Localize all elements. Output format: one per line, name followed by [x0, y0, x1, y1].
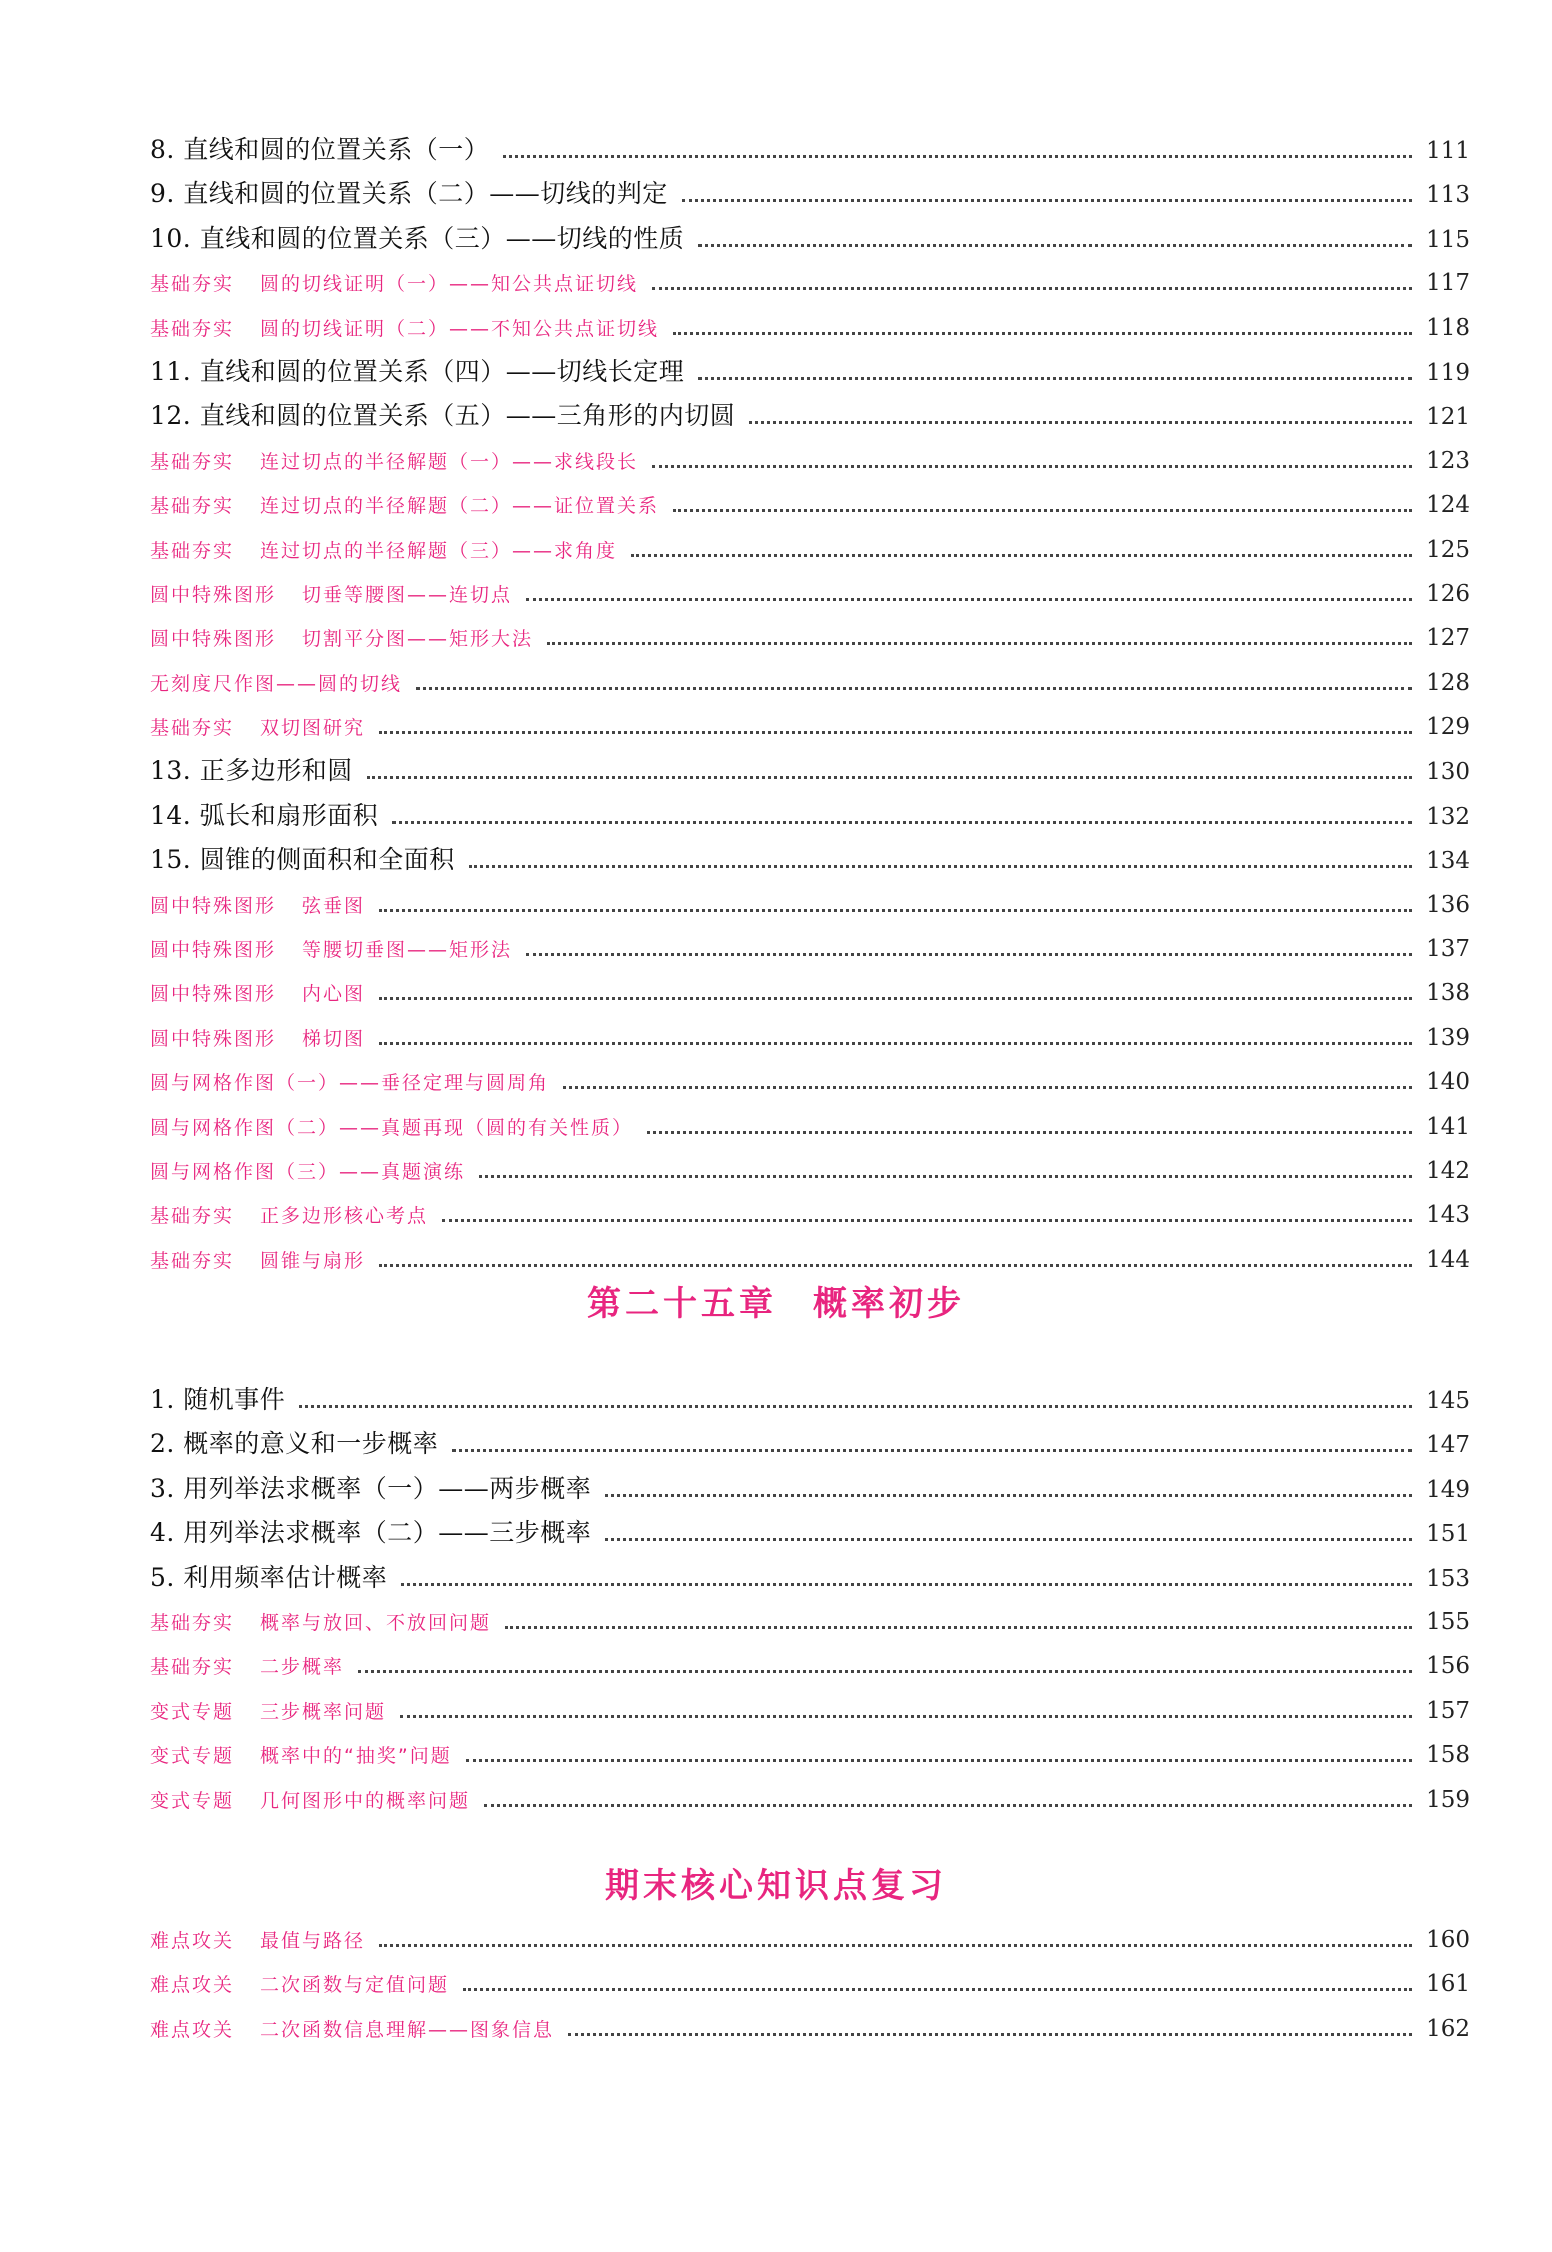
- toc-entry-tag: 基础夯实: [150, 1205, 235, 1228]
- toc-entry-tag: 变式专题: [150, 1789, 235, 1812]
- toc-entry[interactable]: [150, 1962, 1470, 2006]
- toc-entry-text: 3. 用列举法求概率（一）——两步概率: [150, 1473, 592, 1503]
- toc-entry-text: 几何图形中的概率问题: [260, 1789, 471, 1812]
- toc-entry-title: [150, 1734, 466, 1777]
- review-heading: [0, 1858, 1552, 1907]
- toc-entry-tag: 圆中特殊图形: [150, 894, 277, 917]
- toc-entry-page: 145: [1426, 1388, 1470, 1414]
- toc-entry-tag: 基础夯实: [150, 450, 235, 473]
- toc-entry[interactable]: [150, 128, 1470, 172]
- dot-leader: [466, 1759, 1412, 1762]
- toc-entry-page: 138: [1426, 980, 1470, 1007]
- dot-leader: [479, 1175, 1412, 1178]
- toc-entry-page: 140: [1426, 1069, 1470, 1096]
- toc-entry-tag: 基础夯实: [150, 717, 235, 740]
- dot-leader: [505, 1626, 1412, 1629]
- dot-leader: [401, 1583, 1412, 1586]
- toc-entry-text: 连过切点的半径解题（二）——证位置关系: [260, 495, 660, 518]
- toc-entry-text: 最值与路径: [260, 1930, 366, 1952]
- toc-entry-title: [150, 1556, 401, 1600]
- toc-entry-page: 115: [1426, 226, 1470, 253]
- toc-entry-page: 127: [1426, 625, 1470, 652]
- toc-entry-title: [150, 1601, 505, 1644]
- toc-entry-tag: 圆中特殊图形: [150, 583, 277, 606]
- toc-entry-text: 12. 直线和圆的位置关系（五）——三角形的内切圆: [150, 401, 736, 431]
- dot-leader: [463, 1988, 1412, 1991]
- toc-entry-text: 5. 利用频率估计概率: [150, 1562, 388, 1592]
- dot-leader: [647, 1131, 1412, 1134]
- toc-entry-text: 10. 直线和圆的位置关系（三）——切线的性质: [150, 223, 685, 253]
- toc-entry-page: 144: [1426, 1246, 1470, 1273]
- toc-entry-page: 137: [1426, 936, 1470, 963]
- toc-entry[interactable]: [150, 661, 1470, 705]
- toc-entry-text: 圆的切线证明（一）——知公共点证切线: [260, 273, 639, 296]
- toc-entry-tag: 基础夯实: [150, 317, 235, 340]
- toc-entry-tag: 难点攻关: [150, 2018, 235, 2041]
- toc-entry-tag: 基础夯实: [150, 1249, 235, 1272]
- toc-entry[interactable]: [150, 705, 1470, 749]
- chapter-title: 概率初步: [813, 1284, 965, 1324]
- toc-section-circles: [150, 128, 1470, 1282]
- toc-entry-text: 14. 弧长和扇形面积: [150, 800, 379, 830]
- toc-entry-text: 1. 随机事件: [150, 1385, 286, 1414]
- toc-entry-page: 129: [1426, 714, 1470, 741]
- toc-entry-text: 二次函数与定值问题: [260, 1974, 450, 1997]
- toc-entry-title: [150, 440, 652, 483]
- toc-entry-page: 136: [1426, 891, 1470, 918]
- dot-leader: [469, 865, 1412, 868]
- toc-entry-page: 153: [1426, 1565, 1470, 1592]
- toc-entry-title: [150, 172, 682, 216]
- toc-entry[interactable]: [150, 306, 1470, 350]
- toc-entry-text: 切垂等腰图——连切点: [302, 583, 513, 606]
- toc-entry[interactable]: [150, 749, 1470, 793]
- toc-entry-page: 158: [1426, 1742, 1470, 1769]
- toc-entry[interactable]: [150, 1600, 1470, 1644]
- toc-entry-title: [150, 1422, 452, 1466]
- toc-entry[interactable]: [150, 1918, 1470, 1962]
- toc-entry[interactable]: [150, 1556, 1470, 1600]
- toc-entry[interactable]: [150, 927, 1470, 971]
- toc-entry-title: [150, 1963, 463, 2006]
- toc-entry-title: [150, 1150, 479, 1193]
- toc-entry-page: 111: [1426, 138, 1470, 164]
- toc-entry[interactable]: [150, 2007, 1470, 2051]
- toc-section-review: [150, 1918, 1470, 2051]
- toc-entry-page: 157: [1426, 1697, 1470, 1724]
- toc-entry-title: [150, 838, 469, 882]
- toc-entry-tag: 基础夯实: [150, 539, 235, 562]
- chapter-heading: [0, 1276, 1552, 1325]
- toc-entry-text: 等腰切垂图——矩形法: [302, 939, 513, 962]
- toc-entry-text: 13. 正多边形和圆: [150, 756, 353, 786]
- toc-entry-tag: 圆中特殊图形: [150, 1027, 277, 1050]
- dot-leader: [605, 1538, 1412, 1541]
- toc-entry-text: 切割平分图——矩形大法: [302, 628, 534, 651]
- toc-entry-text: 正多边形核心考点: [260, 1205, 429, 1228]
- toc-entry-page: 126: [1426, 580, 1470, 607]
- toc-entry-text: 概率中的“抽奖”问题: [260, 1745, 452, 1768]
- toc-entry-page: 113: [1426, 182, 1470, 209]
- toc-entry-tag: 基础夯实: [150, 495, 235, 518]
- toc-entry-page: 149: [1426, 1476, 1470, 1503]
- toc-entry-title: [150, 1378, 299, 1422]
- toc-entry-title: [150, 1467, 605, 1511]
- toc-entry[interactable]: [150, 528, 1470, 572]
- toc-entry-page: 121: [1426, 404, 1470, 431]
- dot-leader: [379, 1264, 1412, 1267]
- toc-entry-tag: 变式专题: [150, 1745, 235, 1768]
- dot-leader: [367, 776, 1412, 779]
- toc-entry[interactable]: [150, 483, 1470, 527]
- toc-entry-page: 134: [1426, 848, 1470, 875]
- dot-leader: [416, 687, 1412, 690]
- toc-entry-tag: 圆中特殊图形: [150, 939, 277, 962]
- dot-leader: [631, 554, 1412, 557]
- toc-entry-title: [150, 484, 673, 527]
- toc-entry-page: 130: [1426, 759, 1470, 786]
- toc-entry[interactable]: [150, 1511, 1470, 1555]
- toc-entry-title: [150, 1511, 605, 1555]
- toc-entry-page: 119: [1426, 359, 1470, 386]
- toc-entry-title: [150, 884, 379, 927]
- toc-entry-page: 124: [1426, 492, 1470, 519]
- toc-entry[interactable]: [150, 1422, 1470, 1466]
- toc-entry-title: [150, 217, 698, 261]
- toc-entry-text: 弦垂图: [302, 894, 366, 917]
- toc-entry-title: [150, 573, 526, 616]
- toc-entry-title: [150, 662, 416, 705]
- toc-entry-text: 二次函数信息理解——图象信息: [260, 2018, 555, 2041]
- toc-entry[interactable]: [150, 439, 1470, 483]
- toc-entry-text: 二步概率: [260, 1656, 345, 1679]
- toc-entry[interactable]: [150, 350, 1470, 394]
- toc-entry-page: 132: [1426, 803, 1470, 830]
- dot-leader: [484, 1804, 1412, 1807]
- toc-entry[interactable]: [150, 838, 1470, 882]
- toc-entry-page: 139: [1426, 1024, 1470, 1051]
- toc-entry-title: [150, 617, 547, 660]
- dot-leader: [379, 1042, 1412, 1045]
- dot-leader: [568, 2033, 1412, 2036]
- toc-entry-title: [150, 1690, 400, 1733]
- toc-section-probability: [150, 1378, 1470, 1822]
- toc-entry[interactable]: [150, 1016, 1470, 1060]
- toc-entry-tag: 基础夯实: [150, 1656, 235, 1679]
- toc-entry-page: 160: [1426, 1927, 1470, 1953]
- toc-entry[interactable]: [150, 1149, 1470, 1193]
- dot-leader: [698, 244, 1412, 247]
- toc-entry-text: 概率与放回、不放回问题: [260, 1611, 492, 1634]
- dot-leader: [682, 199, 1412, 202]
- toc-entry-text: 11. 直线和圆的位置关系（四）——切线长定理: [150, 356, 685, 386]
- toc-entry-text: 15. 圆锥的侧面积和全面积: [150, 845, 455, 875]
- toc-entry[interactable]: [150, 217, 1470, 261]
- toc-entry-title: [150, 972, 379, 1015]
- toc-entry[interactable]: [150, 1193, 1470, 1237]
- dot-leader: [547, 642, 1412, 645]
- toc-entry-text: 8. 直线和圆的位置关系（一）: [150, 135, 490, 164]
- toc-entry-page: 123: [1426, 447, 1470, 474]
- toc-entry-title: [150, 2008, 568, 2051]
- toc-entry-title: [150, 928, 526, 971]
- toc-entry-text: 连过切点的半径解题（三）——求角度: [260, 539, 618, 562]
- toc-entry-page: 118: [1426, 314, 1470, 341]
- toc-entry-title: [150, 706, 379, 749]
- toc-entry-tag: 基础夯实: [150, 1611, 235, 1634]
- toc-entry-text: 连过切点的半径解题（一）——求线段长: [260, 450, 639, 473]
- toc-entry-title: [150, 1061, 563, 1104]
- toc-entry-page: 128: [1426, 669, 1470, 696]
- toc-entry-page: 155: [1426, 1608, 1470, 1635]
- dot-leader: [503, 155, 1412, 158]
- toc-entry-title: [150, 529, 631, 572]
- toc-entry-title: [150, 307, 673, 350]
- dot-leader: [379, 909, 1412, 912]
- toc-entry-title: [150, 749, 367, 793]
- toc-entry-tag: 圆中特殊图形: [150, 983, 277, 1006]
- toc-entry-text: 圆的切线证明（二）——不知公共点证切线: [260, 317, 660, 340]
- toc-entry-title: [150, 1919, 379, 1962]
- toc-entry[interactable]: [150, 394, 1470, 438]
- toc-entry-title: [150, 394, 749, 438]
- dot-leader: [673, 509, 1412, 512]
- dot-leader: [652, 465, 1412, 468]
- toc-entry-page: 162: [1426, 2015, 1470, 2042]
- chapter-number: 第二十五章: [587, 1284, 777, 1324]
- dot-leader: [299, 1405, 1412, 1408]
- toc-entry-text: 圆与网格作图（三）——真题演练: [150, 1160, 466, 1183]
- toc-entry-title: [150, 1106, 647, 1149]
- toc-entry-tag: 变式专题: [150, 1700, 235, 1723]
- dot-leader: [698, 377, 1412, 380]
- toc-entry[interactable]: [150, 616, 1470, 660]
- toc-entry-text: 2. 概率的意义和一步概率: [150, 1429, 439, 1459]
- toc-entry[interactable]: [150, 794, 1470, 838]
- toc-entry-tag: 圆中特殊图形: [150, 628, 277, 651]
- toc-entry[interactable]: [150, 1467, 1470, 1511]
- toc-entry-text: 圆与网格作图（一）——垂径定理与圆周角: [150, 1072, 550, 1095]
- toc-entry[interactable]: [150, 172, 1470, 216]
- toc-entry-page: 161: [1426, 1971, 1470, 1998]
- dot-leader: [400, 1715, 1412, 1718]
- toc-entry-page: 117: [1426, 270, 1470, 297]
- toc-entry-tag: 基础夯实: [150, 273, 235, 296]
- toc-entry-tag: 难点攻关: [150, 1930, 235, 1952]
- dot-leader: [563, 1086, 1412, 1089]
- dot-leader: [392, 821, 1412, 824]
- dot-leader: [673, 332, 1412, 335]
- toc-entry-page: 142: [1426, 1157, 1470, 1184]
- toc-entry-page: 151: [1426, 1521, 1470, 1548]
- toc-entry-title: [150, 1779, 484, 1822]
- toc-entry[interactable]: [150, 1689, 1470, 1733]
- dot-leader: [358, 1670, 1412, 1673]
- dot-leader: [442, 1219, 1412, 1222]
- toc-entry[interactable]: [150, 1644, 1470, 1688]
- dot-leader: [379, 1944, 1412, 1947]
- toc-entry[interactable]: [150, 1733, 1470, 1777]
- toc-entry-text: 圆与网格作图（二）——真题再现（圆的有关性质）: [150, 1116, 634, 1139]
- toc-entry[interactable]: [150, 261, 1470, 305]
- toc-entry[interactable]: [150, 1778, 1470, 1822]
- dot-leader: [605, 1494, 1412, 1497]
- review-title: 期末核心知识点复习: [605, 1866, 947, 1906]
- toc-entry-title: [150, 794, 392, 838]
- toc-entry-title: [150, 1645, 358, 1688]
- toc-entry-text: 梯切图: [302, 1027, 366, 1050]
- dot-leader: [652, 287, 1412, 290]
- toc-entry[interactable]: [150, 572, 1470, 616]
- toc-entry-page: 141: [1426, 1113, 1470, 1140]
- toc-entry[interactable]: [150, 1105, 1470, 1149]
- dot-leader: [379, 731, 1412, 734]
- toc-entry-page: 159: [1426, 1786, 1470, 1813]
- dot-leader: [526, 953, 1412, 956]
- dot-leader: [749, 421, 1412, 424]
- toc-entry-text: 圆锥与扇形: [260, 1249, 366, 1272]
- toc-entry-title: [150, 128, 503, 172]
- toc-entry-page: 156: [1426, 1653, 1470, 1680]
- toc-entry-page: 143: [1426, 1202, 1470, 1229]
- toc-entry[interactable]: [150, 883, 1470, 927]
- toc-entry-text: 9. 直线和圆的位置关系（二）——切线的判定: [150, 179, 668, 209]
- toc-entry-text: 4. 用列举法求概率（二）——三步概率: [150, 1518, 592, 1548]
- toc-entry-page: 147: [1426, 1432, 1470, 1459]
- toc-entry-title: [150, 1194, 442, 1237]
- toc-entry-page: 125: [1426, 536, 1470, 563]
- toc-entry[interactable]: [150, 1378, 1470, 1422]
- toc-entry-text: 双切图研究: [260, 717, 366, 740]
- dot-leader: [379, 997, 1412, 1000]
- toc-entry-tag: 难点攻关: [150, 1974, 235, 1997]
- toc-entry[interactable]: [150, 1060, 1470, 1104]
- dot-leader: [452, 1449, 1412, 1452]
- toc-entry-title: [150, 1017, 379, 1060]
- toc-entry-title: [150, 262, 652, 305]
- toc-entry-title: [150, 350, 698, 394]
- toc-entry-text: 三步概率问题: [260, 1700, 387, 1723]
- toc-entry-text: 无刻度尺作图——圆的切线: [150, 672, 403, 695]
- dot-leader: [526, 598, 1412, 601]
- toc-entry-text: 内心图: [302, 983, 366, 1006]
- toc-entry[interactable]: [150, 971, 1470, 1015]
